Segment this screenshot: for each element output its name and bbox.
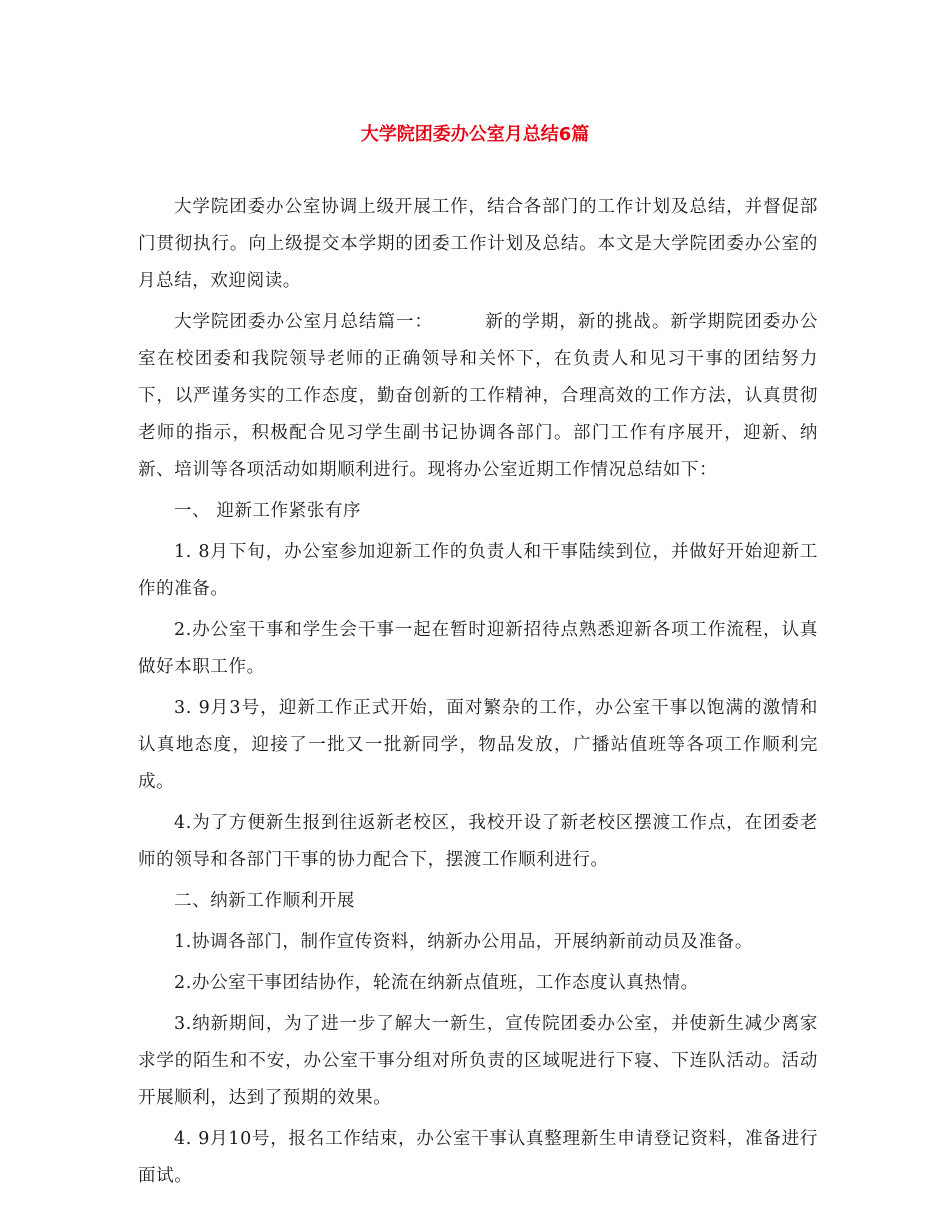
recruit-item-2: 2.办公室干事团结协作，轮流在纳新点值班，工作态度认真热情。 [174, 973, 699, 993]
recruit-item-1: 1.协调各部门，制作宣传资料，纳新办公用品，开展纳新前动员及准备。 [174, 932, 753, 952]
welcome-item-3: 3. 9月3号，迎新工作正式开始，面对繁杂的工作，办公室干事以饱满的激情和认真地态度，迎接了一批又一批新同学，物品发放，广播站值班等各项工作顺利完成。 [138, 698, 818, 792]
recruit-item-3: 3.纳新期间，为了进一步了解大一新生，宣传院团委办公室，并使新生减少离家求学的陌生和不安，办公室干事分组对所负责的区域呢进行下寝、下连队活动。活动开展顺利，达到了预期的效果。 [138, 1014, 818, 1108]
document-title: 大学院团委办公室月总结6篇 [360, 124, 590, 145]
welcome-item-1: 1. 8月下旬，办公室参加迎新工作的负责人和干事陆续到位，并做好开始迎新工作的准备。 [138, 542, 818, 599]
recruit-item-4: 4. 9月10号，报名工作结束，办公室干事认真整理新生申请登记资料，准备进行面试。 [138, 1129, 818, 1186]
welcome-item-4: 4.为了方便新生报到往返新老校区，我校开设了新老校区摆渡工作点，在团委老师的领导和各部门干事的协力配合下，摆渡工作顺利进行。 [138, 813, 818, 870]
section-one-text: 新的学期，新的挑战。新学期院团委办公室在校团委和我院领导老师的正确领导和关怀下，在负责人和见习干事的团结努力下，以严谨务实的工作态度，勤奋创新的工作精神，合理高效的工作方法，认真贯彻老师的指示，积极配合见习学生副书记协调各部门。部门工作有序展开，迎新、纳新、培训等各项活动如期顺利进行。现将办公室近期工作情况总结如下： [138, 312, 818, 480]
welcome-item-2: 2.办公室干事和学生会干事一起在暂时迎新招待点熟悉迎新各项工作流程，认真做好本职工作。 [138, 620, 818, 677]
intro-paragraph: 大学院团委办公室协调上级开展工作，结合各部门的工作计划及总结，并督促部门贯彻执行。向上级提交本学期的团委工作计划及总结。本文是大学院团委办公室的月总结，欢迎阅读。 [138, 197, 818, 291]
section-one-paragraph [138, 304, 818, 489]
heading-welcome-work: 一、 迎新工作紧张有序 [174, 501, 362, 521]
document-body [138, 189, 818, 1199]
heading-recruit-work: 二、纳新工作顺利开展 [174, 891, 355, 911]
section-one-heading: 大学院团委办公室月总结篇一： [174, 312, 433, 332]
